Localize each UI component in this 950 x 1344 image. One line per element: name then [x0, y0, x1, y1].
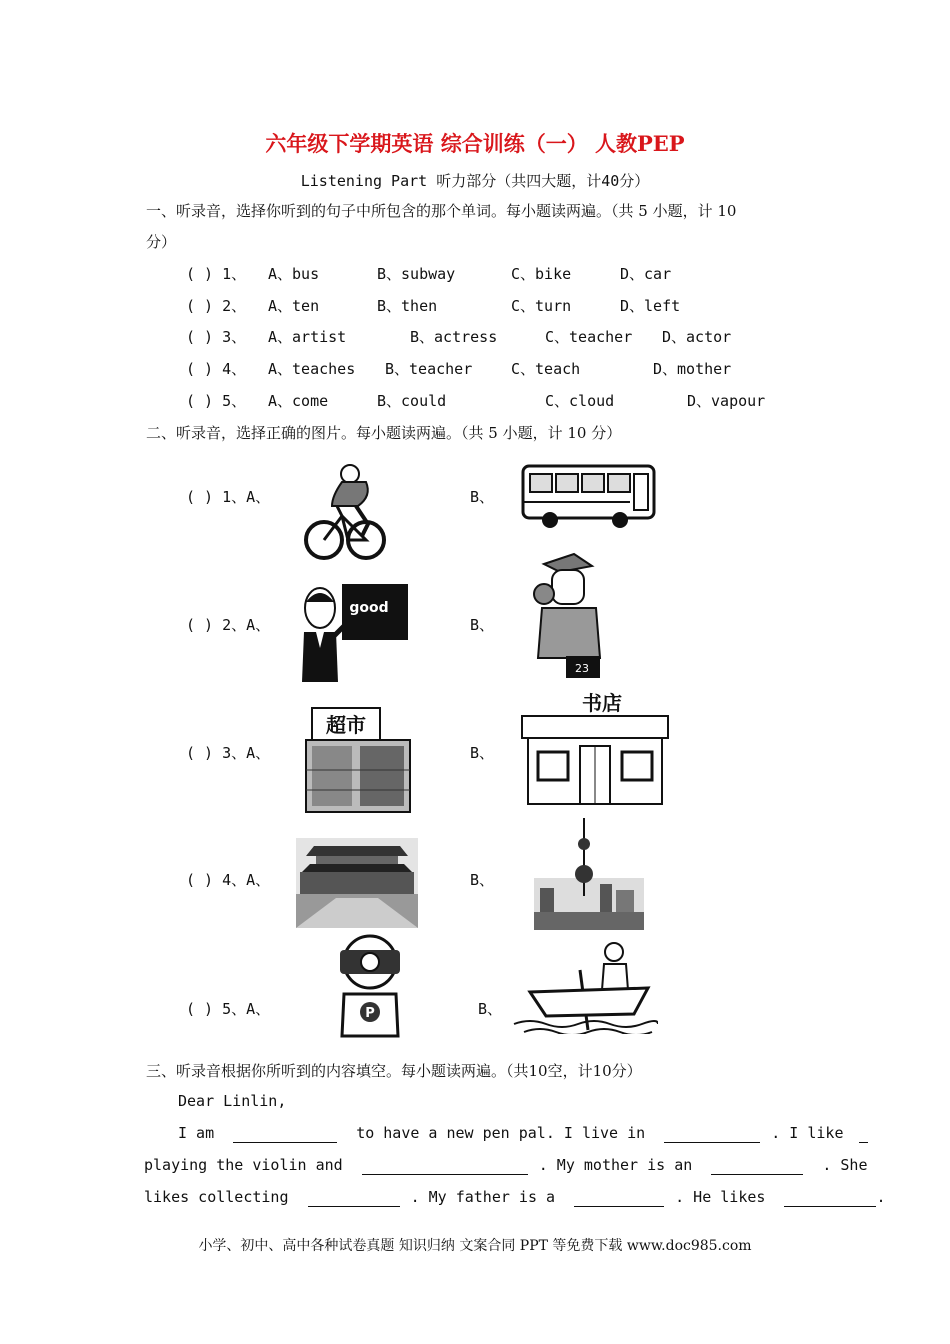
line1-text-2: to have a new pen pal. I live in	[356, 1124, 646, 1142]
line3-text-1: likes collecting	[144, 1188, 289, 1206]
part2-item-1-label: ( ) 1、A、	[186, 488, 271, 506]
bus-image	[520, 462, 658, 530]
item-number: ( ) 4、	[186, 360, 247, 378]
option-c: C、bike	[511, 265, 572, 283]
blackboard-text: good	[349, 600, 389, 616]
option-b: B、actress	[410, 328, 498, 346]
boy-rowing-boat-image	[510, 938, 658, 1034]
part2-item-4-b-label: B、	[470, 871, 495, 889]
part2-item-5-label: ( ) 5、A、	[186, 1000, 271, 1018]
item-number: ( ) 2、	[186, 297, 247, 315]
letter-greeting: Dear Linlin,	[178, 1092, 287, 1110]
option-a: A、bus	[268, 265, 320, 283]
blank-5[interactable]	[711, 1156, 803, 1175]
part2-item-1-b-label: B、	[470, 488, 495, 506]
supermarket-image	[302, 704, 414, 816]
blank-6[interactable]	[308, 1188, 400, 1207]
fill-line-1	[178, 1124, 868, 1143]
option-c: C、teacher	[545, 328, 633, 346]
option-d: D、left	[620, 297, 681, 315]
blank-2[interactable]	[664, 1124, 760, 1143]
supermarket-sign: 超市	[326, 713, 366, 737]
bookstore-sign: 书店	[582, 691, 622, 715]
bookstore-image	[518, 690, 674, 808]
option-d: D、vapour	[687, 392, 766, 410]
part1-heading-line1: 一、听录音，选择你听到的句子中所包含的那个单词。每小题读两遍。（共 5 小题，计 10	[146, 202, 737, 220]
option-b: B、then	[377, 297, 438, 315]
line2-text-2: . My mother is an	[538, 1156, 693, 1174]
part2-item-4-label: ( ) 4、A、	[186, 871, 271, 889]
shirt-letter: P	[365, 1006, 375, 1021]
option-b: B、teacher	[385, 360, 473, 378]
sign-number: 23	[575, 662, 589, 675]
option-d: D、mother	[653, 360, 732, 378]
option-d: D、actor	[662, 328, 732, 346]
oriental-pearl-tower-image	[534, 818, 644, 930]
item-number: ( ) 3、	[186, 328, 247, 346]
page-footer: 小学、初中、高中各种试卷真题 知识归纳 文案合同 PPT 等免费下载 www.doc985.com	[198, 1238, 752, 1254]
tiananmen-image	[296, 838, 418, 928]
line1-text-3: . I like	[771, 1124, 844, 1142]
teacher-blackboard-image	[298, 582, 412, 684]
part2-item-3-label: ( ) 3、A、	[186, 744, 271, 762]
option-a: A、teaches	[268, 360, 356, 378]
part2-item-5-b-label: B、	[478, 1000, 503, 1018]
part3-heading: 三、听录音根据你所听到的内容填空。每小题读两遍。（共10空，计10分）	[146, 1062, 642, 1080]
option-c: C、teach	[511, 360, 581, 378]
option-a: A、come	[268, 392, 329, 410]
line2-text-3: . She	[822, 1156, 868, 1174]
fill-line-3	[144, 1188, 886, 1207]
option-a: A、ten	[268, 297, 320, 315]
item-number: ( ) 1、	[186, 265, 247, 283]
policeman-image	[530, 548, 610, 680]
part2-item-3-b-label: B、	[470, 744, 495, 762]
line3-text-3: . He likes	[675, 1188, 766, 1206]
line1-text-1: I am	[178, 1124, 215, 1142]
option-b: B、subway	[377, 265, 456, 283]
line2-text-1: playing the violin and	[144, 1156, 343, 1174]
part2-item-2-label: ( ) 2、A、	[186, 616, 271, 634]
part2-heading: 二、听录音，选择正确的图片。每小题读两遍。（共 5 小题，计 10 分）	[146, 424, 622, 442]
page-subtitle: Listening Part 听力部分（共四大题，计40分）	[300, 172, 650, 190]
bicycle-rider-image	[302, 460, 386, 562]
line3-text-2: . My father is a	[410, 1188, 556, 1206]
blank-4[interactable]	[362, 1156, 528, 1175]
blank-1[interactable]	[233, 1124, 337, 1143]
option-c: C、turn	[511, 297, 572, 315]
item-number: ( ) 5、	[186, 392, 247, 410]
part2-item-2-b-label: B、	[470, 616, 495, 634]
option-c: C、cloud	[545, 392, 615, 410]
boy-taking-photo-image	[326, 932, 414, 1038]
blank-3[interactable]	[859, 1124, 868, 1143]
page-title: 六年级下学期英语 综合训练（一） 人教PEP	[265, 131, 685, 156]
line3-text-4: .	[876, 1188, 886, 1206]
fill-line-2	[144, 1156, 868, 1175]
blank-7[interactable]	[574, 1188, 664, 1207]
part1-heading-line2: 分）	[146, 233, 177, 251]
option-d: D、car	[620, 265, 672, 283]
option-b: B、could	[377, 392, 447, 410]
option-a: A、artist	[268, 328, 347, 346]
blank-8[interactable]	[784, 1188, 876, 1207]
